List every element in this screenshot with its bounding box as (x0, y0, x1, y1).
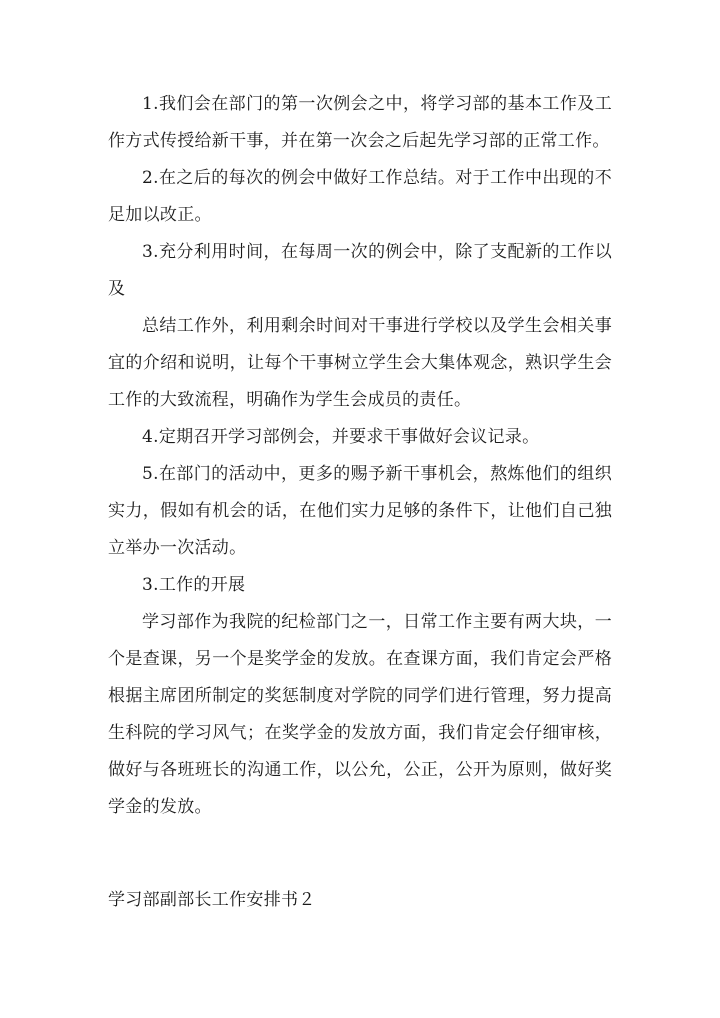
paragraph-item-1: 1.我们会在部门的第一次例会之中，将学习部的基本工作及工作方式传授给新干事，并在第一次会之后起先学习部的正常工作。 (108, 94, 612, 151)
section-heading: 3.工作的开展 (142, 575, 246, 595)
section-paragraph: 学习部作为我院的纪检部门之一，日常工作主要有两大块，一个是查课，另一个是奖学金的发放。在查课方面，我们肯定会严格根据主席团所制定的奖惩制度对学院的同学们进行管理，努力提高生科院的学习风气；在奖学金的发放方面，我们肯定会仔细审核，做好与各班班长的沟通工作，以公允，公正，公开为原则，做好奖学金的发放。 (108, 612, 612, 817)
paragraph-item-2: 2.在之后的每次的例会中做好工作总结。对于工作中出现的不足加以改正。 (108, 168, 612, 225)
paragraph-item-4: 4.定期召开学习部例会，并要求干事做好会议记录。 (142, 427, 540, 447)
document-body (108, 86, 612, 826)
paragraph-item-3: 3.充分利用时间，在每周一次的例会中，除了支配新的工作以及 (108, 242, 612, 299)
paragraph-item-3-continued: 总结工作外，利用剩余时间对干事进行学校以及学生会相关事宜的介绍和说明，让每个干事树立学生会大集体观念，熟识学生会工作的大致流程，明确作为学生会成员的责任。 (108, 316, 612, 410)
next-document-title: 学习部副部长工作安排书２ (108, 890, 316, 910)
paragraph-item-5: 5.在部门的活动中，更多的赐予新干事机会，熬炼他们的组织实力，假如有机会的话，在他们实力足够的条件下，让他们自己独立举办一次活动。 (108, 464, 612, 558)
